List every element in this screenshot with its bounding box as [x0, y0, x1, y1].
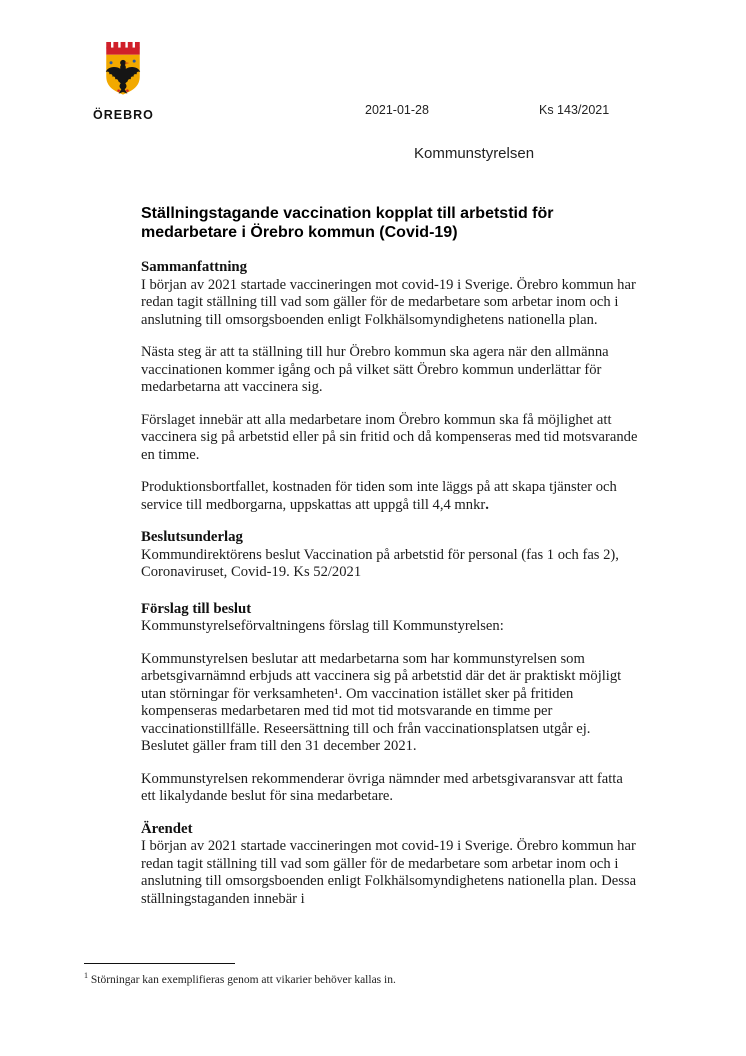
- document-date: 2021-01-28: [365, 103, 429, 117]
- paragraph-beslutsunderlag: Kommundirektörens beslut Vaccination på arbetstid för personal (fas 1 och fas 2), Coronaviruset, Covid-19. Ks 52/2021: [141, 546, 619, 580]
- paragraph-sammanfattning-3: Förslaget innebär att alla medarbetare inom Örebro kommun ska få möjlighet att vaccinera sig på arbetstid eller på sin fritid och då kompenseras med tid motsvarande en timme.: [141, 411, 638, 463]
- orebro-logo: [93, 38, 153, 122]
- footnote-text-line: [84, 969, 644, 987]
- paragraph-arendet: I början av 2021 startade vaccineringen mot covid-19 i Sverige. Örebro kommun har redan tagit ställning till vad som gäller för de medarbetare som arbetar inom och i anslutning till omsorgsboenden enligt Folkhälsomyndighetens nationella plan. Dessa ställningstaganden innebär i: [141, 838, 637, 907]
- document-body: [141, 204, 639, 908]
- orebro-coat-of-arms-icon: [99, 38, 147, 105]
- footnote-separator: [84, 963, 235, 964]
- section-heading-arendet: Ärendet: [141, 820, 193, 837]
- paragraph-text: Produktionsbortfallet, kostnaden för tiden som inte läggs på att skapa tjänster och service till medborgarna, uppskattas att uppgå till 4,4 mnkr: [141, 479, 617, 513]
- crown-icon: [106, 42, 140, 55]
- paragraph-forslag-2: Kommunstyrelsen rekommenderar övriga nämnder med arbetsgivaransvar att fatta ett likalydande beslut för sina medarbetare.: [141, 770, 623, 804]
- section-heading-beslutsunderlag: Beslutsunderlag: [141, 529, 243, 545]
- section-heading-sammanfattning: Sammanfattning: [141, 259, 248, 275]
- logo-wordmark: ÖREBRO: [93, 108, 154, 122]
- bold-period: .: [485, 496, 489, 513]
- paragraph-sammanfattning-2: Nästa steg är att ta ställning till hur Örebro kommun ska agera när den allmänna vaccinationen kommer igång och på vilket sätt Örebro kommun underlättar för medarbetarna att vaccinera sig.: [141, 344, 609, 395]
- footnote-text: Störningar kan exemplifieras genom att vikarier behöver kallas in.: [90, 973, 396, 986]
- document-reference-number: Ks 143/2021: [539, 103, 610, 117]
- document-title: Ställningstagande vaccination kopplat till arbetstid för medarbetare i Örebro kommun (Covid-19): [141, 205, 554, 241]
- section-heading-forslag-till-beslut: Förslag till beslut: [141, 600, 252, 617]
- recipient-committee: Kommunstyrelsen: [414, 145, 535, 162]
- footnote-area: [84, 963, 644, 987]
- paragraph-forslag-1: Kommunstyrelsen beslutar att medarbetarna som har kommunstyrelsen som arbetsgivarnämnd erbjuds att vaccinera sig på arbetstid där det är praktiskt möjligt utan störningar för verksamheten¹. Om vaccination istället sker på fritiden kompenseras medarbetaren med tid mot tid motsvarande en timme per vaccinationstillfälle. Reseersättning till och från vaccinationsplatsen utgår ej. Beslutet gäller fram till den 31 december 2021.: [141, 650, 622, 754]
- paragraph-forslag-intro: Kommunstyrelseförvaltningens förslag till Kommunstyrelsen:: [141, 618, 504, 634]
- footnote-marker: 1: [84, 971, 88, 980]
- paragraph-sammanfattning-1: I början av 2021 startade vaccineringen mot covid-19 i Sverige. Örebro kommun har redan tagit ställning till vad som gäller för de medarbetare som arbetar inom och i anslutning till omsorgsboenden enligt Folkhälsomyndighetens nationella plan.: [141, 276, 636, 328]
- paragraph-sammanfattning-4: [141, 479, 639, 514]
